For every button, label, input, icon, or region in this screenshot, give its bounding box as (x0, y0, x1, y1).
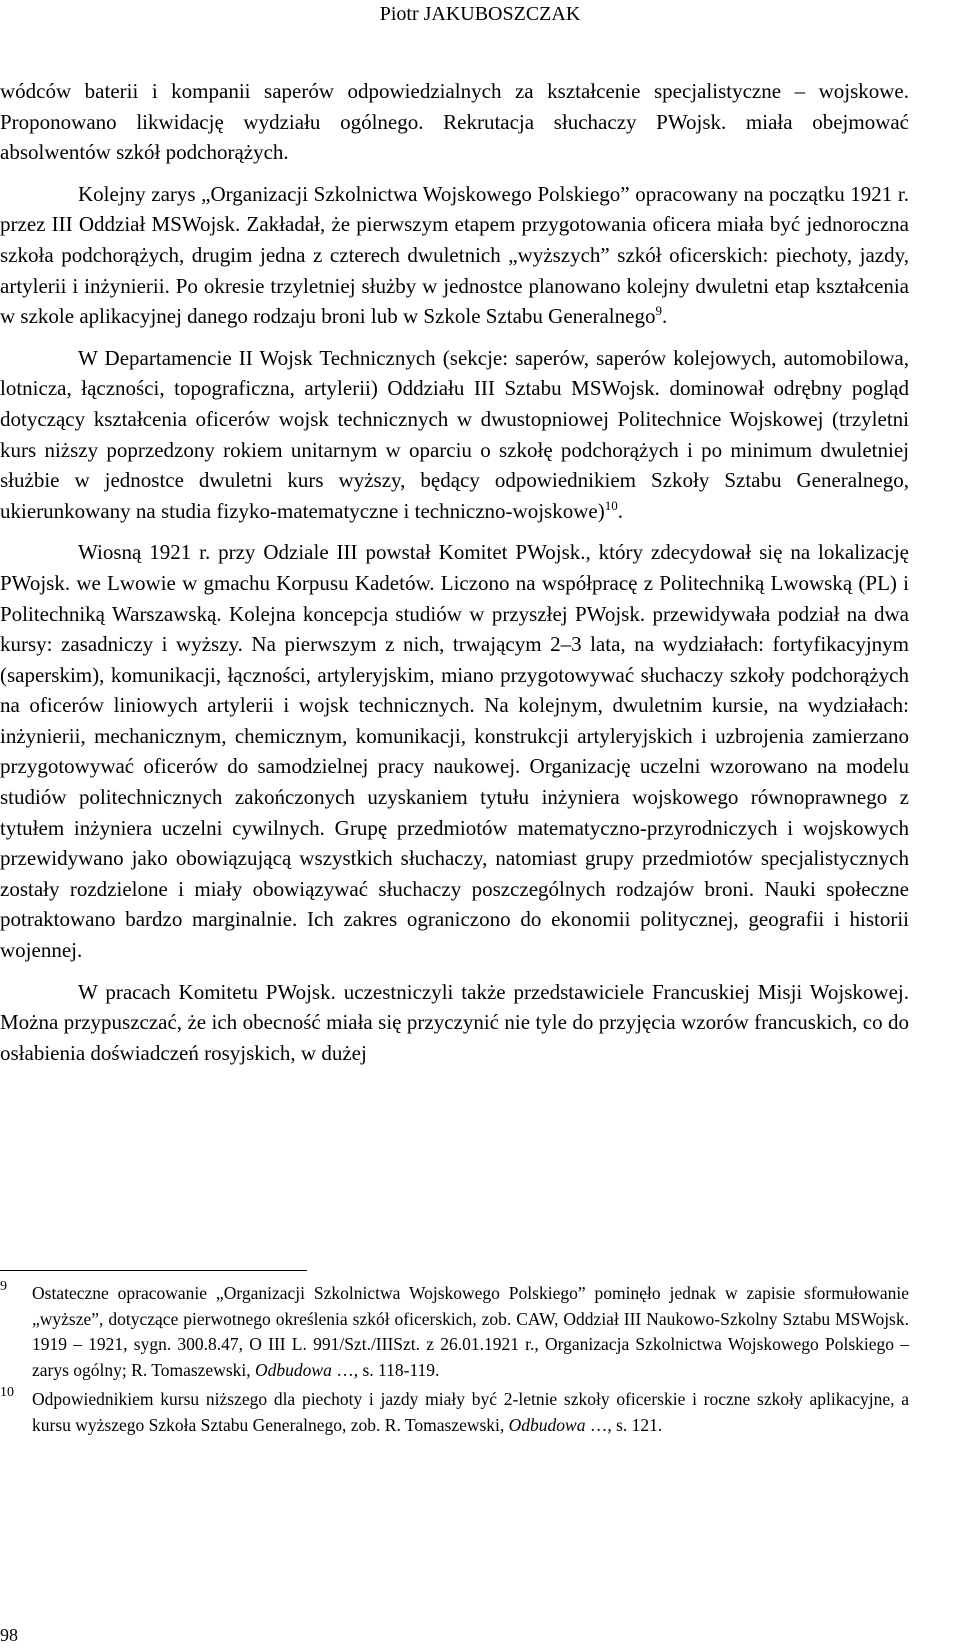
author-name: Piotr JAKUBOSZCZAK (379, 3, 581, 25)
footnote-text: Odpowiednikiem kursu niższego dla piechoty i jazdy miały być 2-letnie szkoły oficerskie i roczne szkoły aplikacyjne, a kursu wyższego Szkoła Sztabu Generalnego, zob. R. Tomaszewski, (32, 1389, 909, 1435)
page-number: 98 (0, 1625, 18, 1645)
footnote-tail: …, s. 121. (585, 1414, 663, 1435)
footnote-italic-title: Odbudowa (255, 1359, 332, 1380)
footnote-10 (0, 1387, 909, 1438)
main-text (0, 76, 909, 1068)
paragraph-3 (0, 343, 909, 527)
footnotes-section (0, 1281, 909, 1438)
footnote-text: Ostateczne opracowanie „Organizacji Szkolnictwa Wojskowego Polskiego” pominęło jednak w zapisie sformułowanie „wyższe”, dotyczące pierwotnego określenia szkół oficerskich, zob. CAW, Oddział III Naukowo-Szkolny Sztabu MSWojsk. 1919 – 1921, sygn. 300.8.47, O III L. 991/Szt./IIISzt. z 26.01.1921 r., Organizacja Szkolnictwa Wojskowego Polskiego – zarys ogólny; R. Tomaszewski, (32, 1283, 909, 1380)
paragraph-2 (0, 179, 909, 332)
running-header (0, 2, 960, 26)
paragraph-4: Wiosną 1921 r. przy Odziale III powstał Komitet PWojsk., który zdecydował się na lokalizację PWojsk. we Lwowie w gmachu Korpusu Kadetów. Liczono na współpracę z Politechniką Lwowską (PL) i Politechniką Warszawską. Kolejna koncepcja studiów w przyszłej PWojsk. przewidywała podział na dwa kursy: zasadniczy i wyższy. Na pierwszym z nich, trwającym 2–3 lata, na wydziałach: fortyfikacyjnym (saperskim), komunikacji, łączności, artyleryjskim, miano przygotowywać słuchaczy szkoły podchorążych na oficerów liniowych artylerii i wojsk technicznych. Na kolejnym, dwuletnim kursie, na wydziałach: inżynierii, mechanicznym, chemicznym, komunikacji, konstrukcji artyleryjskich i uzbrojenia zamierzano przygotowywać oficerów do samodzielnej pracy naukowej. Organizację uczelni wzorowano na modelu studiów politechnicznych zakończonych uzyskaniem tytułu inżyniera wojskowego równoprawnego z tytułem inżyniera uczelni cywilnych. Grupę przedmiotów matematyczno-przyrodniczych i wojskowych przewidywano jako obowiązującą wszystkich słuchaczy, natomiast grupy przedmiotów specjalistycznych zostały rozdzielone i miały obowiązywać słuchaczy poszczególnych rodzajów broni. Nauki społeczne potraktowano bardzo marginalnie. Ich zakres ograniczono do ekonomii politycznej, geografii i historii wojennej. (0, 540, 909, 963)
footnote-tail: …, s. 118-119. (331, 1359, 440, 1380)
footnote-italic-title: Odbudowa (508, 1414, 586, 1435)
paragraph-3-text: W Departamencie II Wojsk Technicznych (sekcje: saperów, saperów kolejowych, automobilowa, lotnicza, łączności, topograficzna, artylerii) Oddziału III Sztabu MSWojsk. dominował odrębny pogląd dotyczący kształcenia oficerów wojsk technicznych w dwustopniowej Politechnice Wojskowej (trzyletni kurs niższy poprzedzony rokiem unitarnym w oparciu o szkołę podchorążych i po minimum dwuletniej służbie w jednostce dwuletni kurs wyższy, będący odpowiednikiem Szkoły Sztabu Generalnego, ukierunkowany na studia fizyko-matematyczne i techniczno-wojskowe) (0, 345, 909, 523)
paragraph-1: wódców baterii i kompanii saperów odpowiedzialnych za kształcenie specjalistyczne – wojskowe. Proponowano likwidację wydziału ogólnego. Rekrutacja słuchaczy PWojsk. miała obejmować absolwentów szkół podchorążych. (0, 79, 909, 165)
footnote-number: 9 (0, 1279, 7, 1294)
footnote-ref-9[interactable]: 9 (655, 303, 662, 319)
paragraph-2-text: Kolejny zarys „Organizacji Szkolnictwa Wojskowego Polskiego” opracowany na początku 1921 r. przez III Oddział MSWojsk. Zakładał, że pierwszym etapem przygotowania oficera miała być jednoroczna szkoła podchorążych, drugim jedna z czterech dwuletnich „wyższych” szkół oficerskich: piechoty, jazdy, artylerii i inżynierii. Po okresie trzyletniej służby w jednostce planowano kolejny dwuletni etap kształcenia w szkole aplikacyjnej danego rodzaju broni lub w Szkole Sztabu Generalnego (0, 181, 909, 329)
footnote-separator (0, 1270, 307, 1271)
paragraph-2-end: . (661, 304, 668, 329)
footnote-number: 10 (0, 1385, 14, 1400)
paragraph-5: W pracach Komitetu PWojsk. uczestniczyli także przedstawiciele Francuskiej Misji Wojskowej. Można przypuszczać, że ich obecność miała się przyczynić nie tyle do przyjęcia wzorów francuskich, co do osłabienia doświadczeń rosyjskich, w dużej (0, 979, 909, 1065)
footnote-ref-10[interactable]: 10 (604, 497, 618, 513)
paragraph-3-end: . (617, 498, 623, 523)
footnote-9 (0, 1281, 909, 1383)
